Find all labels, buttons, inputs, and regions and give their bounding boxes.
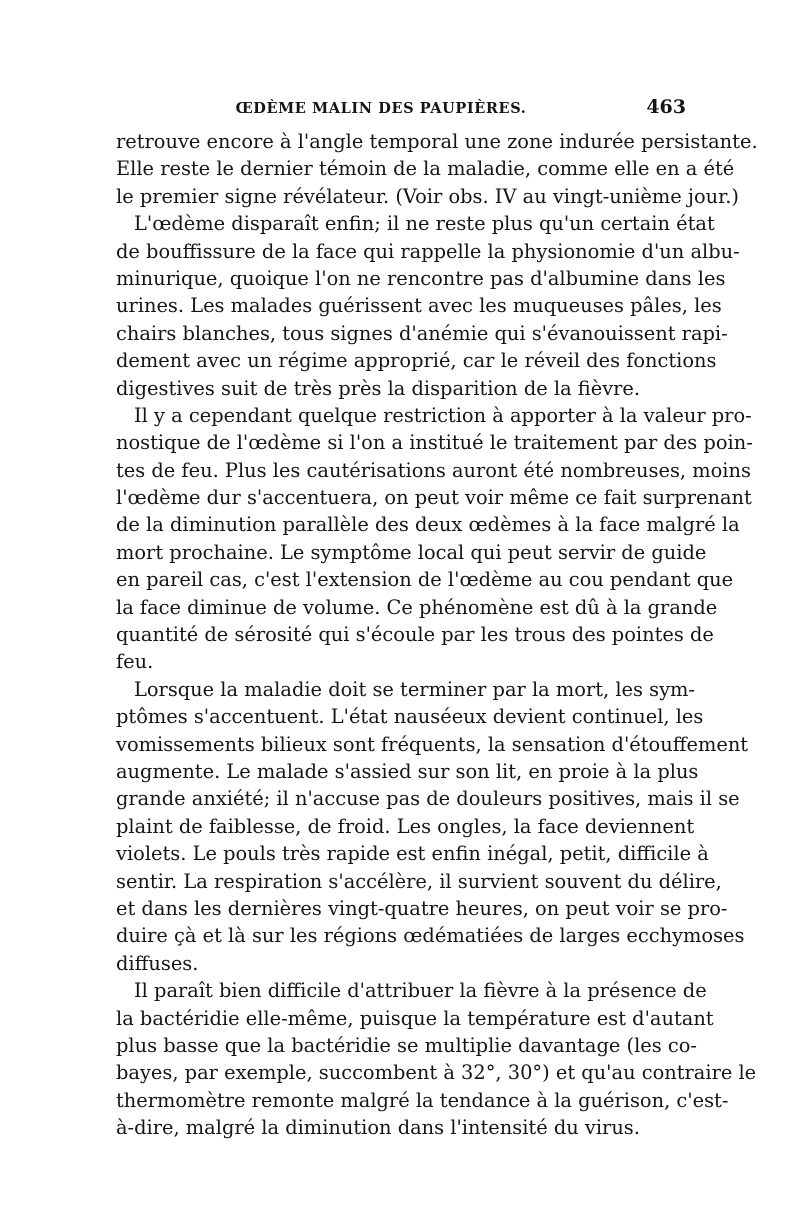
text-line: ptômes s'accentuent. L'état nauséeux devient continuel, les — [116, 705, 704, 729]
text-line: thermomètre remonte malgré la tendance à la guérison, c'est- — [116, 1088, 729, 1112]
text-line: urines. Les malades guérissent avec les muqueuses pâles, les — [116, 294, 722, 318]
text-line: Il y a cependant quelque restriction à apporter à la valeur pro- — [134, 403, 752, 427]
text-line: de la diminution parallèle des deux œdèmes à la face malgré la — [116, 513, 740, 537]
text-line: plaint de faiblesse, de froid. Les ongles, la face deviennent — [116, 814, 695, 838]
text-line: feu. — [116, 650, 154, 674]
text-line: chairs blanches, tous signes d'anémie qui s'évanouissent rapi- — [116, 321, 728, 345]
text-line: mort prochaine. Le symptôme local qui peut servir de guide — [116, 540, 707, 564]
text-line: et dans les dernières vingt-quatre heures, on peut voir se pro- — [116, 896, 728, 920]
text-line: quantité de sérosité qui s'écoule par les trous des pointes de — [116, 623, 714, 647]
text-line: L'œdème disparaît enfin; il ne reste plus qu'un certain état — [134, 212, 715, 236]
text-line: sentir. La respiration s'accélère, il survient souvent du délire, — [116, 869, 722, 893]
running-head-title: ŒDÈME MALIN DES PAUPIÈRES. — [235, 100, 527, 117]
text-line: minurique, quoique l'on ne rencontre pas d'albumine dans les — [116, 266, 726, 290]
text-line: tes de feu. Plus les cautérisations auront été nombreuses, moins — [116, 458, 751, 482]
paragraph — [116, 977, 757, 1141]
text-line: bayes, par exemple, succombent à 32°, 30°) et qu'au contraire le — [116, 1061, 757, 1085]
text-line: grande anxiété; il n'accuse pas de douleurs positives, mais il se — [116, 787, 740, 811]
text-line: dement avec un régime approprié, car le réveil des fonctions — [116, 349, 717, 373]
body-text — [116, 128, 758, 1141]
text-line: vomissements bilieux sont fréquents, la sensation d'étouffement — [116, 732, 749, 756]
paragraph — [116, 128, 758, 210]
page-number: 463 — [646, 96, 686, 118]
text-line: retrouve encore à l'angle temporal une zone indurée persistante. — [116, 130, 758, 153]
text-line: violets. Le pouls très rapide est enfin inégal, petit, difficile à — [116, 842, 709, 866]
paragraph — [116, 210, 740, 402]
text-line: diffuses. — [116, 951, 199, 975]
text-line: Lorsque la maladie doit se terminer par la mort, les sym- — [134, 677, 695, 701]
paragraph — [116, 402, 753, 676]
text-line: duire çà et là sur les régions œdématiées de larges ecchymoses — [116, 924, 745, 948]
text-line: augmente. Le malade s'assied sur son lit, en proie à la plus — [116, 759, 699, 783]
text-line: en pareil cas, c'est l'extension de l'œdème au cou pendant que — [116, 568, 734, 592]
text-line: nostique de l'œdème si l'on a institué le traitement par des poin- — [116, 431, 753, 455]
text-line: Elle reste le dernier témoin de la maladie, comme elle en a été — [116, 157, 735, 181]
text-line: digestives suit de très près la disparition de la fièvre. — [116, 376, 641, 400]
text-line: la bactéridie elle-même, puisque la température est d'autant — [116, 1006, 714, 1030]
text-line: plus basse que la bactéridie se multiplie davantage (les co- — [116, 1033, 697, 1057]
text-line: de bouffissure de la face qui rappelle la physionomie d'un albu- — [116, 239, 740, 263]
text-line: l'œdème dur s'accentuera, on peut voir même ce fait surprenant — [116, 486, 752, 510]
text-line: Il paraît bien difficile d'attribuer la fièvre à la présence de — [134, 979, 707, 1003]
text-line: la face diminue de volume. Ce phénomène est dû à la grande — [116, 595, 718, 619]
text-line: le premier signe révélateur. (Voir obs. IV au vingt-unième jour.) — [116, 184, 739, 208]
paragraph — [116, 676, 749, 977]
text-line: à-dire, malgré la diminution dans l'intensité du virus. — [116, 1116, 640, 1140]
running-head — [116, 96, 686, 122]
